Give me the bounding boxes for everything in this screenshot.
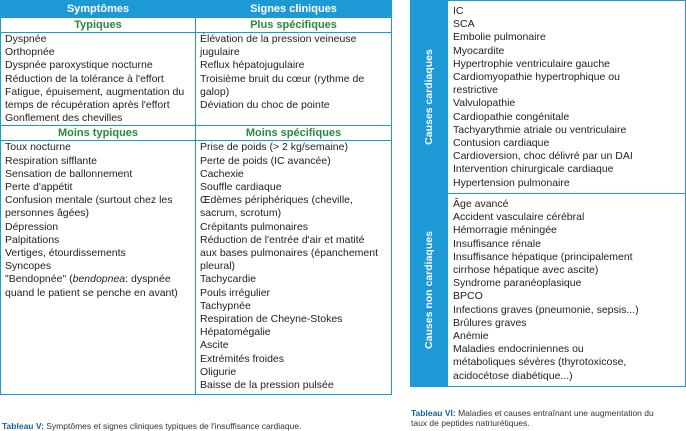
list-item: Insuffisance hépatique (principalement (453, 250, 633, 263)
list-item: Dyspnée paroxystique nocturne (5, 59, 153, 72)
label-noncardiac-causes: Causes non cardiaques (411, 194, 448, 387)
list-item: Tachyarythmie atriale ou ventriculaire (453, 123, 627, 136)
caption-table-6: Tableau VI: Maladies et causes entraînant une augmentation du taux de peptides natriurétiques. (411, 408, 654, 428)
list-item: Hypertension pulmonaire (453, 176, 570, 189)
list-item: Âge avancé (453, 198, 509, 210)
list-item: BPCO (453, 290, 483, 303)
list-item: Cardioversion, choc délivré par un DAI (453, 150, 633, 163)
list-item: Brûlures graves (453, 316, 527, 329)
specific-signs-cell (196, 33, 392, 126)
list-item: IC (453, 5, 464, 17)
subheader-less-specific: Moins spécifiques (196, 126, 392, 141)
list-item: cirrhose hépatique avec ascite) (453, 264, 599, 277)
list-item: Élévation de la pression veineuse (200, 33, 357, 45)
list-item: Déviation du choc de pointe (200, 99, 330, 112)
list-item: Sensation de ballonnement (5, 167, 133, 180)
list-item: Embolie pulmonaire (453, 31, 546, 44)
header-clinical-signs: Signes cliniques (196, 1, 392, 18)
list-item: quand le patient se penche en avant) (5, 286, 178, 299)
list-item: Cachexie (200, 167, 244, 180)
list-item: Réduction de la tolérance à l'effort (5, 72, 164, 85)
cardiac-causes-cell (448, 1, 686, 194)
caption-table-5: Tableau V: Symptômes et signes cliniques typiques de l'insuffisance cardiaque. (2, 421, 302, 431)
subheader-typical: Typiques (1, 18, 196, 33)
list-item: Perte de poids (IC avancée) (200, 154, 331, 167)
list-item: Accident vasculaire cérébral (453, 211, 585, 224)
list-item: Palpitations (5, 233, 60, 246)
label-cardiac-causes: Causes cardiaques (411, 1, 448, 194)
header-symptoms: Symptômes (1, 1, 196, 18)
list-item: Œdèmes périphériques (cheville, (200, 194, 353, 207)
list-item: Respiration de Cheyne-Stokes (200, 313, 343, 326)
list-item: Crépitants pulmonaires (200, 220, 308, 233)
list-item: sacrum, scrotum) (200, 207, 282, 220)
list-item: Orthopnée (5, 46, 55, 59)
list-item: Gonflement des chevilles (5, 112, 123, 125)
less-specific-signs-cell (196, 141, 392, 395)
list-item: Syndrome paranéoplasique (453, 277, 582, 290)
list-item: Hépatomégalie (200, 326, 271, 339)
list-item: temps de récupération après l'effort (5, 99, 170, 112)
list-item: Insuffisance rénale (453, 237, 541, 250)
list-item: Respiration sifflante (5, 154, 98, 167)
list-item: Contusion cardiaque (453, 137, 550, 150)
list-item: Tachypnée (200, 299, 251, 312)
list-item: Anémie (453, 330, 489, 343)
list-item: Intervention chirurgicale cardiaque (453, 163, 614, 176)
list-item: Troisième bruit du cœur (rythme de (200, 72, 365, 85)
list-item: Ascite (200, 339, 229, 352)
subheader-more-specific: Plus spécifiques (196, 18, 392, 33)
list-item: galop) (200, 85, 230, 98)
list-item: Pouls irrégulier (200, 286, 271, 299)
list-item: pleural) (200, 260, 236, 273)
list-item: Cardiomyopathie hypertrophique ou (453, 71, 620, 84)
list-item: Perte d'appétit (5, 181, 73, 194)
list-item: Baisse de la pression pulsée (200, 379, 334, 392)
list-item: Souffle cardiaque (200, 181, 282, 194)
list-item: SCA (453, 18, 475, 31)
list-item-bendopnee: "Bendopnée" (bendopnea: dyspnée (5, 273, 171, 286)
list-item: Tachycardie (200, 273, 257, 286)
list-item: personnes âgées) (5, 207, 90, 220)
list-item: Myocardite (453, 44, 505, 57)
table-natriuretic-causes (410, 0, 686, 387)
list-item: restrictive (453, 84, 498, 97)
list-item: Reflux hépatojugulaire (200, 59, 305, 72)
noncardiac-causes-cell (448, 194, 686, 387)
typical-symptoms-cell (1, 33, 196, 126)
list-item: Hémorragie méningée (453, 224, 557, 237)
list-item: métaboliques sévères (thyrotoxicose, (453, 356, 627, 369)
list-item: Infections graves (pneumonie, sepsis...) (453, 303, 639, 316)
subheader-less-typical: Moins typiques (1, 126, 196, 141)
list-item: Dyspnée (5, 33, 47, 45)
list-item: aux bases pulmonaires (épanchement (200, 247, 379, 260)
list-item: Syncopes (5, 260, 52, 273)
list-item: Fatigue, épuisement, augmentation du (5, 85, 185, 98)
list-item: Toux nocturne (5, 141, 71, 154)
list-item: Oligurie (200, 365, 237, 378)
list-item: Maladies endocriniennes ou (453, 343, 584, 356)
list-item: Cardiopathie congénitale (453, 110, 570, 123)
list-item: Vertiges, étourdissements (5, 247, 126, 260)
list-item: Dépression (5, 220, 59, 233)
list-item: jugulaire (200, 46, 240, 59)
list-item: acidocétose diabétique...) (453, 369, 573, 382)
list-item: Réduction de l'entrée d'air et matité (200, 233, 365, 246)
list-item: Valvulopathie (453, 97, 516, 110)
list-item: Prise de poids (> 2 kg/semaine) (200, 141, 348, 154)
list-item: Hypertrophie ventriculaire gauche (453, 57, 611, 70)
less-typical-symptoms-cell (1, 141, 196, 395)
list-item: Confusion mentale (surtout chez les (5, 194, 173, 207)
list-item: Extrémités froides (200, 352, 285, 365)
